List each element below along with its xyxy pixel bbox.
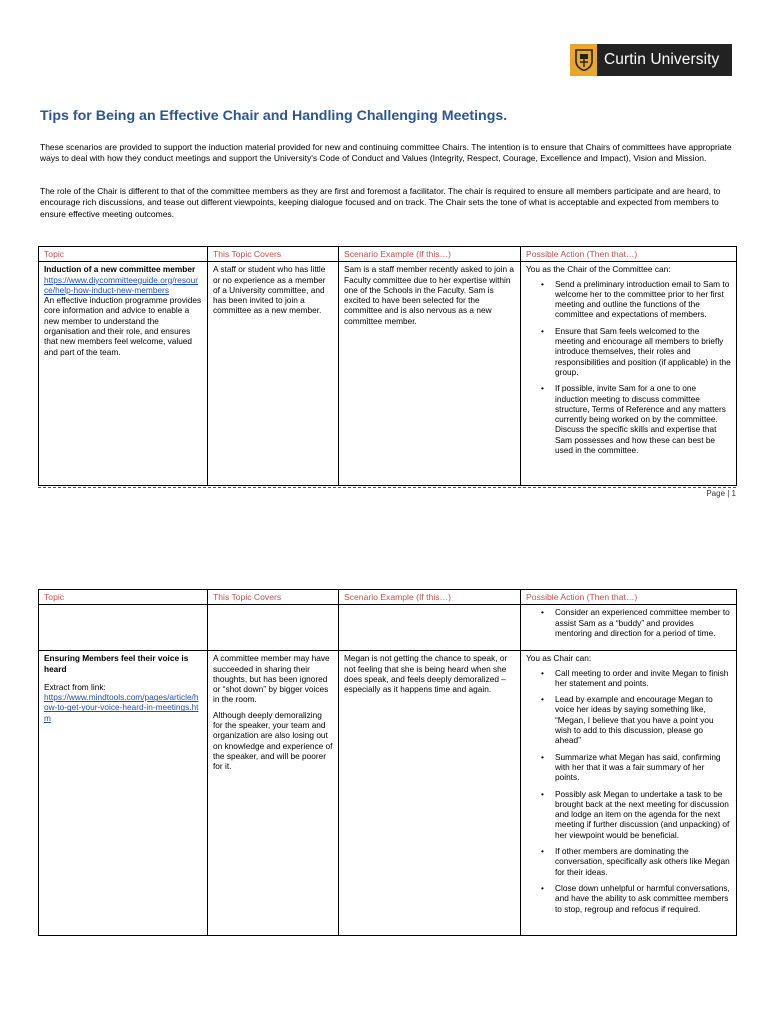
scenario-text: Sam is a staff member recently asked to join a Faculty committee due to her expertise within one of the Schools in the Faculty. Sam is excited to have been selected for the committee and is also nervous as a new committee member. [344, 264, 515, 326]
resource-link[interactable]: https://www.diycommitteeguide.org/resource/help-how-induct-new-members [44, 274, 199, 295]
scenario-table-continued [38, 589, 737, 936]
list-item: • Close down unhelpful or harmful conversations, and have the ability to ask committee members to stop, regroup and refocus if required. [541, 883, 731, 914]
action-list [526, 668, 731, 914]
action-cell [521, 262, 737, 486]
table-row [39, 262, 737, 486]
table-header-row [39, 590, 737, 605]
list-item: • Call meeting to order and invite Megan to finish her statement and points. [541, 668, 731, 689]
action-cell [521, 651, 737, 936]
table-row [39, 605, 737, 651]
list-item: • Summarize what Megan has said, confirming with her that it was a fair summary of her points. [541, 752, 731, 783]
list-item: • Lead by example and encourage Megan to voice her ideas by saying something like, “Megan, I believe that you have a point you wish to add to this discussion, please go ahead” [541, 694, 731, 745]
topic-cell [39, 651, 208, 936]
extract-label: Extract from link: [44, 681, 106, 692]
topic-cell [39, 262, 208, 486]
action-cell [521, 605, 737, 651]
covers-cell [208, 651, 339, 936]
list-item: • If possible, invite Sam for a one to one induction meeting to discuss committee structure, Terms of Reference and any matters currently being worked on by the committee. Discuss the specific skills and expertise that Sam possesses and how these can best be used in the committee. [541, 383, 731, 455]
list-item: • If other members are dominating the conversation, specifically ask others like Megan for their ideas. [541, 846, 731, 877]
curtin-university-logo [570, 44, 732, 76]
list-item: • Consider an experienced committee member to assist Sam as a “buddy” and provides mentoring and direction for a period of time. [541, 607, 731, 638]
covers-text: Although deeply demoralizing for the speaker, your team and organization are also losing out on knowledge and experience of the speaker, and will be poorer for it. [213, 709, 333, 772]
scenario-cell [339, 262, 521, 486]
header-scenario-example: Scenario Example (If this…) [339, 590, 521, 605]
header-topic: Topic [39, 590, 208, 605]
table-header-row [39, 247, 737, 262]
action-list [526, 279, 731, 456]
covers-cell [208, 262, 339, 486]
resource-link[interactable]: https://www.mindtools.com/pages/article/how-to-get-your-voice-heard-in-meetings.htm [44, 692, 199, 723]
list-item: • Send a preliminary introduction email to Sam to welcome her to the committee prior to her first meeting and outline the functions of the committee and expectations of members. [541, 279, 731, 320]
list-item: • Ensure that Sam feels welcomed to the meeting and encourage all members to briefly introduce themselves, their roles and responsibilities and position (if applicable) in the group. [541, 326, 731, 377]
list-item: • Possibly ask Megan to undertake a task to be brought back at the next meeting for discussion and lodge an item on the agenda for the next meeting if further discussion (and unpacking) of her viewpoint would be beneficial. [541, 789, 731, 840]
action-list [526, 607, 731, 638]
intro-paragraph: The role of the Chair is different to that of the committee members as they are first and foremost a facilitator. The chair is required to ensure all members participate and are heard, to encourage rich discussions, and tease out different viewpoints, keeping dialogue focused and on track. The Chair sets the tone of what is acceptable and expected from members to ensure effective meeting outcomes. [40, 186, 721, 219]
intro-paragraph: These scenarios are provided to support the induction material provided for new and continuing committee Chairs. The intention is to ensure that Chairs of committees have appropriate ways to deal with how they conduct meetings and support the University's Code of Conduct and Values (Integrity, Respect, Courage, Excellence and Impact), Vision and Mission. [40, 142, 732, 164]
topic-description: An effective induction programme provides core information and advice to enable a new member to understand the organisation and their role, and ensures that new members feel welcome, valued and part of the team. [44, 295, 202, 357]
header-topic: Topic [39, 247, 208, 262]
covers-text: A committee member may have succeeded in sharing their thoughts, but has been ignored or “shot down” by bigger voices in the room. [213, 653, 330, 705]
header-possible-action: Possible Action (Then that…) [521, 590, 737, 605]
covers-text: A staff or student who has little or no experience as a member of a University committee, and has been invited to join a committee as a new member. [213, 264, 326, 316]
crest-icon [570, 44, 597, 76]
action-intro: You as Chair can: [526, 653, 592, 664]
scenario-cell [339, 651, 521, 936]
page-break-rule [38, 487, 736, 488]
header-topic-covers: This Topic Covers [208, 590, 339, 605]
document-title: Tips for Being an Effective Chair and Handling Challenging Meetings. [40, 108, 508, 124]
header-scenario-example: Scenario Example (If this…) [339, 247, 521, 262]
header-topic-covers: This Topic Covers [208, 247, 339, 262]
topic-title: Ensuring Members feel their voice is heard [44, 653, 189, 674]
page-number: Page | 1 [706, 489, 736, 498]
scenario-text: Megan is not getting the chance to speak, or not feeling that she is being heard when she does speak, and feels deeply demoralized – especially as it happens time and again. [344, 653, 508, 695]
table-row [39, 651, 737, 936]
header-possible-action: Possible Action (Then that…) [521, 247, 737, 262]
topic-title: Induction of a new committee member [44, 264, 196, 275]
scenario-table [38, 246, 737, 486]
logo-text: Curtin University [604, 51, 720, 68]
action-intro: You as the Chair of the Committee can: [526, 264, 671, 275]
